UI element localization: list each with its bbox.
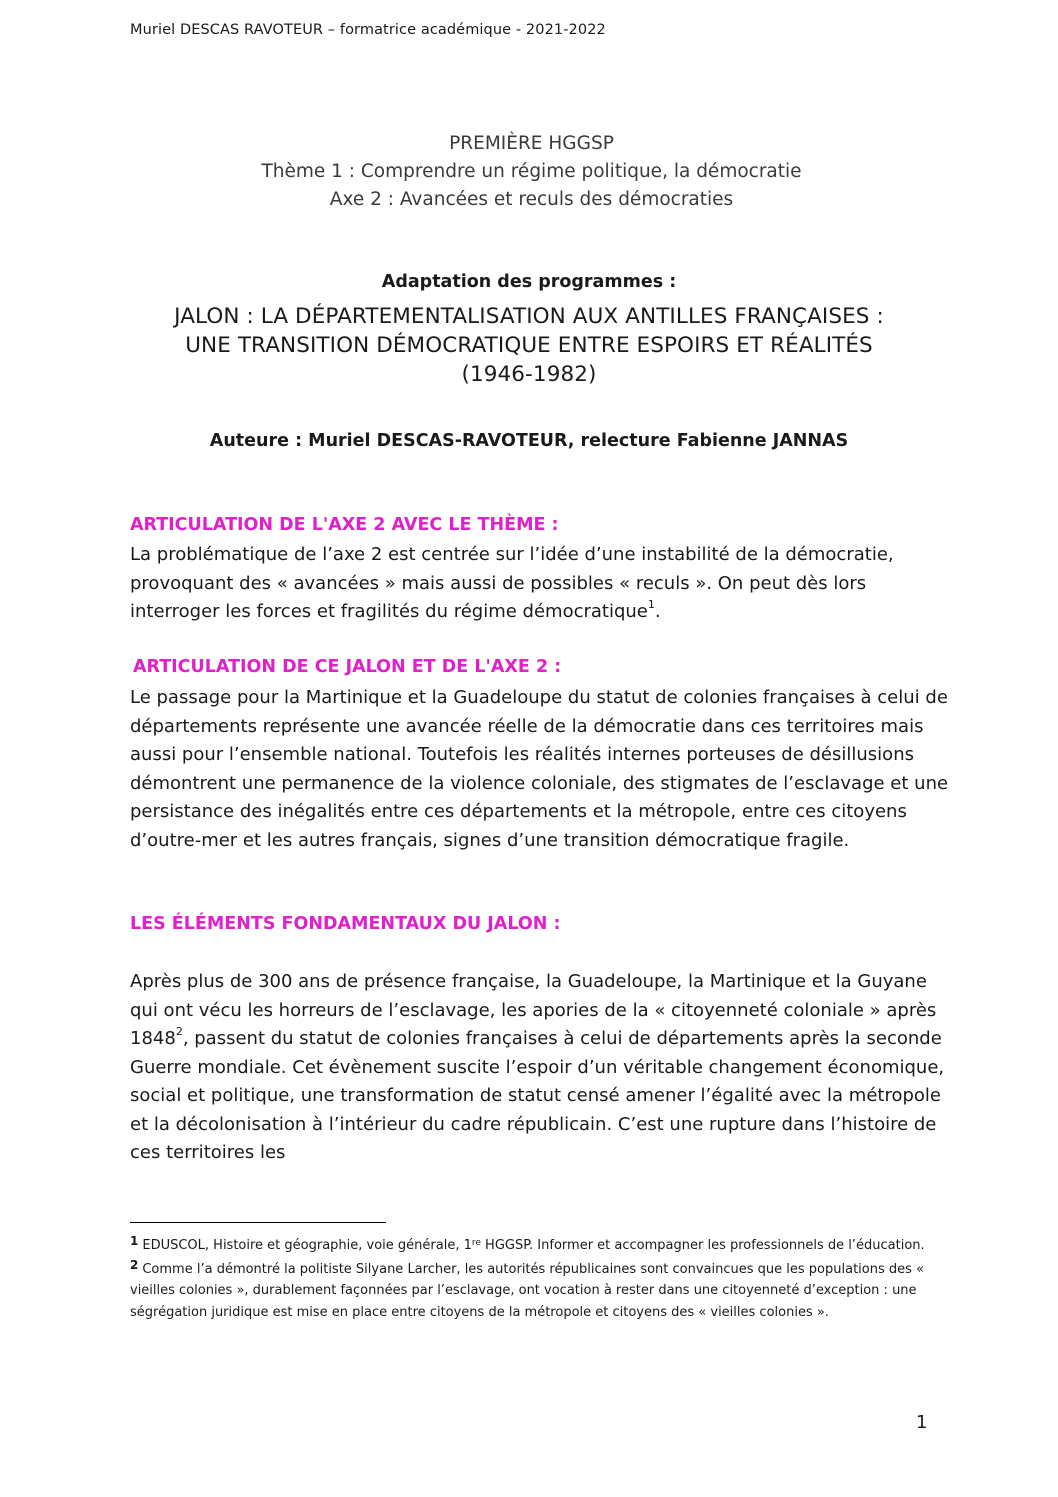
course-axis: Axe 2 : Avancées et reculs des démocraties — [329, 189, 734, 210]
jalon-title-line-3: (1946-1982) — [461, 362, 597, 387]
course-level: PREMIÈRE HGGSP — [449, 133, 614, 154]
section-heading-jalon-axe: ARTICULATION DE CE JALON ET DE L'AXE 2 : — [133, 657, 562, 677]
section-body-axe-theme — [130, 541, 950, 627]
course-block — [0, 130, 1058, 214]
section-body-text: La problématique de l’axe 2 est centrée sur l’idée d’une instabilité de la démocratie, provoquant des « avancées » mais aussi de possibles « reculs ». On peut dès lors interroger les forces et fragilités du régime démocratique — [130, 544, 894, 622]
footnote-ref-2[interactable]: 2 — [175, 1025, 183, 1038]
section-heading-axe-theme: ARTICULATION DE L'AXE 2 AVEC LE THÈME : — [130, 515, 559, 535]
jalon-title — [80, 302, 978, 389]
adaptation-label: Adaptation des programmes : — [381, 272, 677, 292]
section-heading-elements: LES ÉLÉMENTS FONDAMENTAUX DU JALON : — [130, 914, 561, 934]
footnote-text: Comme l’a démontré la politiste Silyane Larcher, les autorités républicaines sont convaincues que les populations des « vieilles colonies », durablement façonnées par l’esclavage, ont vocation à rester dans une citoyenneté d’exception : une ségrégation juridique est mise en place entre citoyens de la métropole et citoyens des « vieilles colonies ». — [130, 1261, 924, 1320]
footnotes — [130, 1235, 930, 1323]
footnote-superscript: re — [471, 1238, 481, 1248]
footnote-number: 1 — [130, 1234, 139, 1248]
section-body-text: Le passage pour la Martinique et la Guadeloupe du statut de colonies françaises à celui de départements représente une avancée réelle de la démocratie dans ces territoires mais aussi pour l’ensemble national. Toutefois les réalités internes porteuses de désillusions démontrent une permanence de la violence coloniale, des stigmates de l’esclavage et une persistance des inégalités entre ces départements et la métropole, entre ces citoyens d’outre-mer et les autres français, signes d’une transition démocratique fragile. — [130, 687, 949, 851]
footnote-ref-1[interactable]: 1 — [647, 598, 655, 611]
footnote-number: 2 — [130, 1257, 139, 1272]
course-theme: Thème 1 : Comprendre un régime politique, la démocratie — [261, 161, 802, 182]
jalon-title-line-1: JALON : LA DÉPARTEMENTALISATION AUX ANTILLES FRANÇAISES : — [174, 304, 884, 329]
footnote-text: EDUSCOL, Histoire et géographie, voie générale, 1 — [142, 1238, 472, 1253]
section-body-text-cont: , passent du statut de colonies françaises à celui de départements après la seconde Guerre mondiale. Cet évènement suscite l’espoir d’un véritable changement économique, social et politique, une transformation de statut censé amener l’égalité avec la métropole et la décolonisation à l’intérieur du cadre républicain. C’est une rupture dans l’histoire de ces territoires les — [130, 1028, 945, 1163]
section-body-text: Après plus de 300 ans de présence française, la Guadeloupe, la Martinique et la Guyane qui ont vécu les horreurs de l’esclavage, les apories de la « citoyenneté coloniale » après 1848 — [130, 971, 937, 1049]
section-body-elements — [130, 968, 950, 1168]
footnote-divider — [130, 1222, 386, 1223]
jalon-title-line-2: UNE TRANSITION DÉMOCRATIQUE ENTRE ESPOIRS ET RÉALITÉS — [185, 333, 873, 358]
footnote-2 — [130, 1259, 930, 1324]
footnote-1 — [130, 1235, 930, 1259]
section-body-jalon-axe — [130, 684, 950, 855]
author-line: Auteure : Muriel DESCAS-RAVOTEUR, relecture Fabienne JANNAS — [209, 431, 849, 451]
section-body-end: . — [654, 601, 661, 622]
footnote-text-cont: HGGSP. Informer et accompagner les professionnels de l’éducation. — [480, 1238, 925, 1253]
running-header: Muriel DESCAS RAVOTEUR – formatrice académique - 2021-2022 — [130, 22, 606, 38]
page-number: 1 — [916, 1412, 928, 1433]
